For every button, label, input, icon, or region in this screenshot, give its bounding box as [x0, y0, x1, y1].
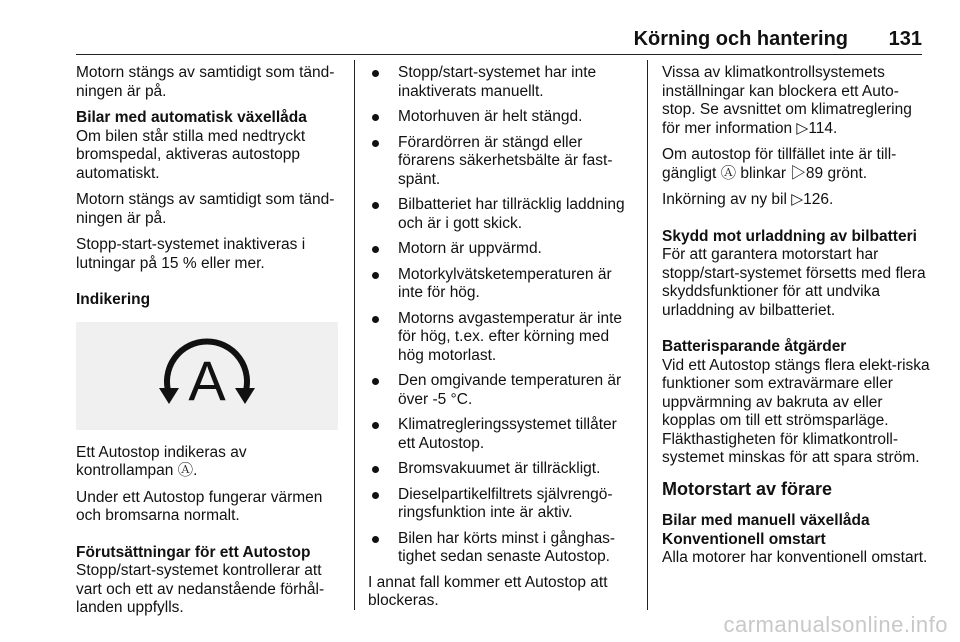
list-item: Klimatregleringssystemet tillåter ett Autostop.	[368, 416, 638, 453]
list-item: Stopp/start-systemet har inte inaktiverats manuellt.	[368, 64, 638, 101]
paragraph: Ett Autostop indikeras av kontrollampan Ⓐ.	[76, 443, 247, 479]
column-2	[368, 64, 638, 619]
list-item: Dieselpartikelfiltrets självrengö-ringsfunktion inte är aktiv.	[368, 486, 638, 523]
column-divider-2	[647, 60, 648, 610]
header-divider	[76, 54, 922, 55]
paragraph: Stopp-start-systemet inaktiveras i lutningar på 15 % eller mer.	[76, 236, 306, 272]
column-3	[662, 64, 930, 576]
list-item: Bilen har körts minst i gånghas-tighet sedan senaste Autostop.	[368, 530, 638, 567]
paragraph: Vissa av klimatkontrollsystemets inställningar kan blockera ett Auto-stop. Se avsnittet om klimatreglering för mer information ▷ 114.	[662, 64, 930, 138]
list-item: Den omgivande temperaturen är över -5 °C.	[368, 372, 638, 409]
paragraph: Inkörning av ny bil ▷ 126.	[662, 191, 930, 210]
column-1	[76, 64, 344, 626]
list-item: Motorns avgastemperatur är inte för hög, t.ex. efter körning med hög motorlast.	[368, 310, 638, 366]
paragraph: Om autostop för tillfället inte är till-gängligt Ⓐ blinkar ▷ 89 grönt.	[662, 146, 930, 183]
subheading-indication: Indikering	[76, 291, 151, 308]
paragraph: Motorn stängs av samtidigt som tänd-ningen är på.	[76, 191, 335, 227]
conditions-list	[368, 64, 638, 567]
paragraph: Under ett Autostop fungerar värmen och bromsarna normalt.	[76, 488, 323, 524]
subheading-conventional: Konventionell omstart	[662, 530, 826, 548]
paragraph: För att garantera motorstart har stopp/start-systemet försetts med flera skyddsfunktioner för att undvika urladdning av bilbatteriet.	[662, 246, 926, 319]
page-reference[interactable]: ▷ 126.	[791, 191, 833, 208]
paragraph: I annat fall kommer ett Autostop att blockeras.	[368, 573, 608, 609]
list-item: Bilbatteriet har tillräcklig laddning och är i gott skick.	[368, 196, 638, 233]
subheading-automatic: Bilar med automatisk växellåda	[76, 109, 307, 126]
list-item: Motorkylvätsketemperaturen är inte för hög.	[368, 266, 638, 303]
column-divider-1	[354, 60, 355, 610]
section-heading-driver-start: Motorstart av förare	[662, 478, 833, 499]
paragraph: Alla motorer har konventionell omstart.	[662, 549, 928, 566]
page-number: 131	[888, 28, 922, 50]
autostop-icon-letter: A	[188, 348, 226, 412]
subheading-manual: Bilar med manuell växellåda	[662, 512, 870, 529]
page-reference[interactable]: ▷ 114.	[796, 120, 837, 137]
list-item: Bromsvakuumet är tillräckligt.	[368, 460, 638, 479]
autostop-indicator-panel	[76, 322, 338, 430]
chapter-title: Körning och hantering	[633, 28, 848, 50]
list-item: Förardörren är stängd eller förarens säkerhetsbälte är fast-spänt.	[368, 134, 638, 190]
subheading-battery-protection: Skydd mot urladdning av bilbatteri	[662, 227, 917, 245]
paragraph: Vid ett Autostop stängs flera elekt-riska funktioner som extravärmare eller uppvärmning av bakruta av eller kopplas om till ett strömsparläge. Fläkthastigheten för klimatkontroll-systemet minskas för att spara ström.	[662, 356, 930, 466]
subheading-conditions: Förutsättningar för ett Autostop	[76, 543, 311, 561]
list-item: Motorn är uppvärmd.	[368, 240, 638, 259]
watermark: carmanualsonline.info	[723, 612, 948, 637]
paragraph: Stopp/start-systemet kontrollerar att vart och ett av nedanstående förhål-landen uppfylls.	[76, 562, 325, 616]
subheading-battery-saving: Batterisparande åtgärder	[662, 338, 847, 355]
paragraph: Om bilen står stilla med nedtryckt bromspedal, aktiveras autostopp automatiskt.	[76, 127, 306, 182]
page-reference[interactable]: ▷ 89 grönt.	[790, 165, 867, 182]
paragraph: Motorn stängs av samtidigt som tänd-ningen är på.	[76, 64, 335, 100]
list-item: Motorhuven är helt stängd.	[368, 108, 638, 127]
autostop-icon	[147, 326, 267, 426]
page-header	[0, 28, 960, 54]
